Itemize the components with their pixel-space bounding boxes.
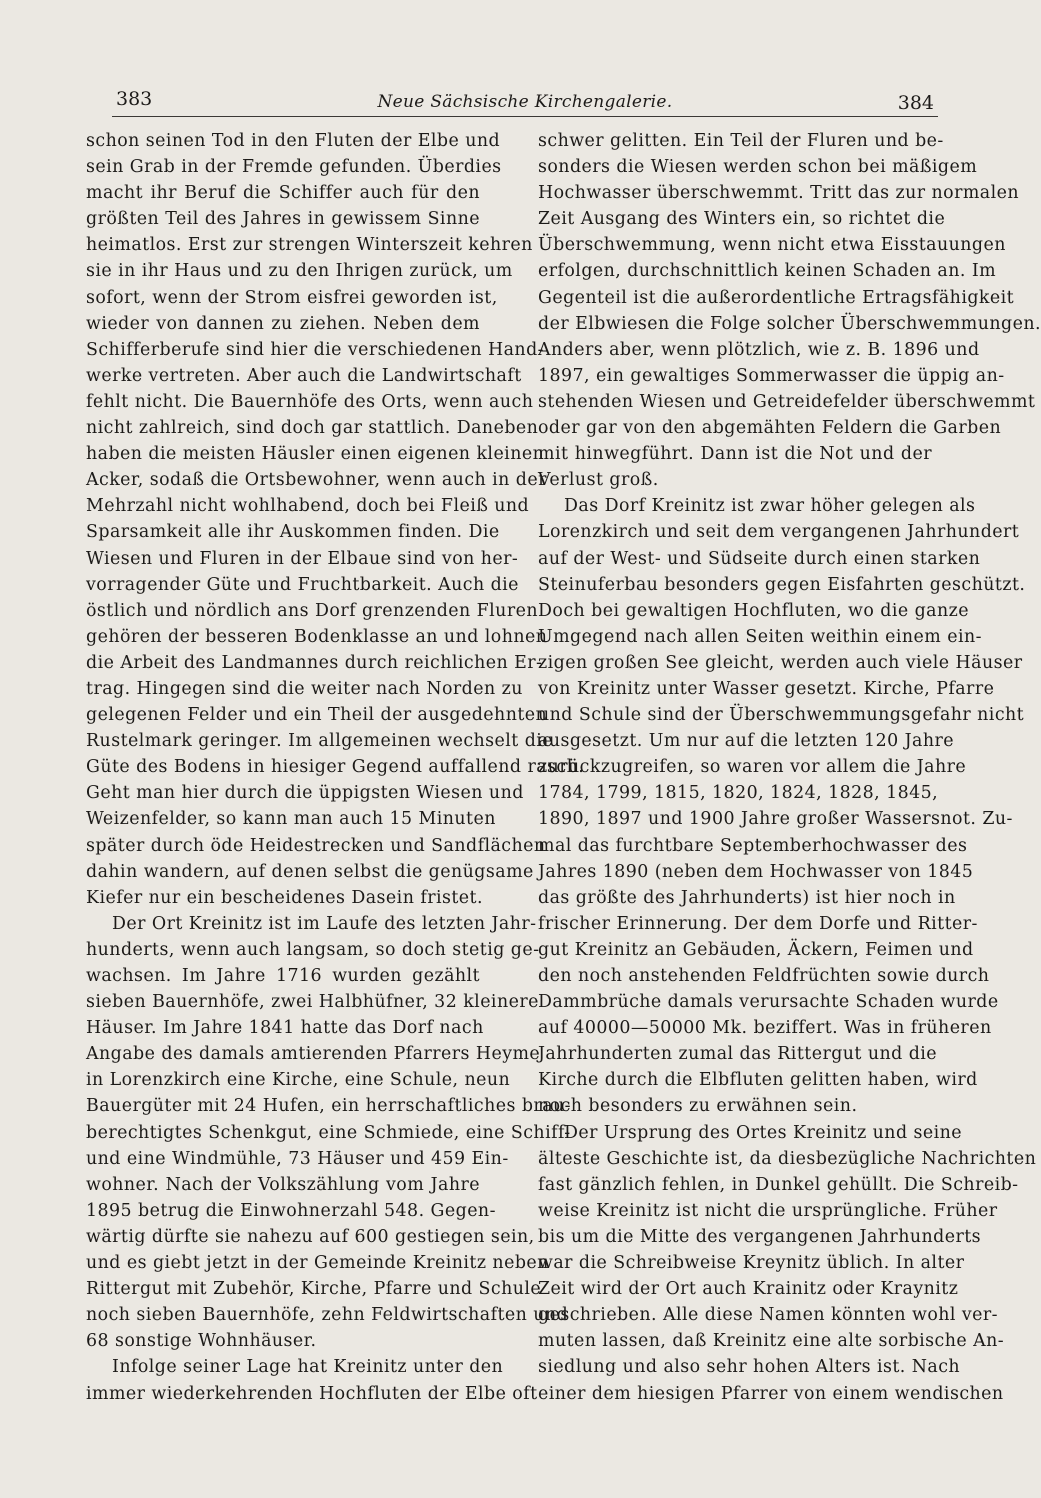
text-line: Schifferberufe sind hier die verschiedenen Hand-: [86, 339, 544, 360]
text-line: sonders die Wiesen werden schon bei mäßigem: [538, 157, 978, 178]
text-line: Zeit Ausgang des Winters ein, so richtet die: [538, 209, 946, 230]
text-line: hunderts, wenn auch langsam, so doch stetig ge-: [86, 939, 540, 960]
text-line: 1897, ein gewaltiges Sommerwasser die üppig an-: [538, 365, 1005, 386]
text-line: einer dem hiesigen Pfarrer von einem wendischen: [538, 1383, 1004, 1404]
page-number-right: 384: [897, 92, 934, 114]
text-line: Überschwemmung, wenn nicht etwa Eisstauungen: [538, 235, 1006, 256]
text-line: Anders aber, wenn plötzlich, wie z. B. 1896 und: [538, 339, 980, 360]
text-line: immer wiederkehrenden Hochfluten der Elbe oft: [86, 1383, 538, 1404]
text-line: Der Ursprung des Ortes Kreinitz und seine: [564, 1122, 963, 1143]
text-line: siedlung und also sehr hohen Alters ist. Nach: [538, 1357, 961, 1378]
text-line: haben die meisten Häusler einen eigenen kleinen: [86, 444, 545, 465]
text-line: Kirche durch die Elbfluten gelitten haben, wird: [538, 1070, 978, 1091]
text-line: Das Dorf Kreinitz ist zwar höher gelegen als: [564, 496, 976, 517]
text-line: Acker, sodaß die Ortsbewohner, wenn auch in der: [86, 470, 547, 491]
text-line: Gegenteil ist die außerordentliche Ertragsfähigkeit: [538, 287, 1015, 308]
text-line: Güte des Bodens in hiesiger Gegend auffallend rasch.: [86, 757, 585, 778]
right-text-column: [538, 128, 1041, 1407]
text-line: auf 40000—50000 Mk. beziffert. Was in früheren: [538, 1018, 992, 1039]
text-line: bis um die Mitte des vergangenen Jahrhunderts: [538, 1226, 982, 1247]
text-line: fast gänzlich fehlen, in Dunkel gehüllt. Die Schreib-: [538, 1174, 1019, 1195]
text-line: und Schule sind der Überschwemmungsgefahr nicht: [538, 705, 1025, 726]
text-line: östlich und nördlich ans Dorf grenzenden Fluren: [86, 600, 538, 621]
text-line: 1895 betrug die Einwohnerzahl 548. Gegen-: [86, 1200, 496, 1221]
text-line: Wiesen und Fluren in der Elbaue sind von her-: [86, 548, 519, 569]
text-line: noch besonders zu erwähnen sein.: [538, 1096, 858, 1117]
text-line: auf der West- und Südseite durch einen starken: [538, 548, 981, 569]
text-line: schwer gelitten. Ein Teil der Fluren und be-: [538, 131, 944, 151]
text-line: Mehrzahl nicht wohlhabend, doch bei Fleiß und: [86, 496, 530, 517]
text-line: werke vertreten. Aber auch die Landwirtschaft: [86, 365, 522, 386]
text-line: Rittergut mit Zubehör, Kirche, Pfarre und Schule: [86, 1279, 542, 1300]
text-line: wachsen. Im Jahre 1716 wurden gezählt: [86, 966, 480, 986]
text-line: Dammbrüche damals verursachte Schaden wurde: [538, 992, 999, 1013]
text-line: wohner. Nach der Volkszählung vom Jahre: [86, 1174, 480, 1195]
text-line: nicht zahlreich, sind doch gar stattlich. Daneben: [86, 418, 539, 439]
text-line: Umgegend nach allen Seiten weithin einem ein-: [538, 626, 982, 647]
page-number-left: 383: [116, 88, 153, 110]
text-line: und es giebt jetzt in der Gemeinde Kreinitz neben: [86, 1253, 549, 1274]
text-line: Hochwasser überschwemmt. Tritt das zur normalen: [538, 183, 1019, 204]
running-title: Neue Sächsische Kirchengalerie.: [377, 92, 673, 112]
text-line: älteste Geschichte ist, da diesbezügliche Nachrichten: [538, 1148, 1037, 1169]
text-line: vorragender Güte und Fruchtbarkeit. Auch die: [86, 574, 519, 595]
text-line: trag. Hingegen sind die weiter nach Norden zu: [86, 678, 523, 699]
text-line: frischer Erinnerung. Der dem Dorfe und Ritter-: [538, 913, 978, 934]
text-line: Jahrhunderten zumal das Rittergut und die: [538, 1044, 938, 1065]
text-line: ausgesetzt. Um nur auf die letzten 120 Jahre: [538, 731, 954, 752]
text-line: Sparsamkeit alle ihr Auskommen finden. Die: [86, 522, 500, 543]
text-line: erfolgen, durchschnittlich keinen Schaden an. Im: [538, 261, 997, 282]
text-line: schon seinen Tod in den Fluten der Elbe und: [86, 131, 501, 151]
running-header: [112, 86, 938, 117]
text-line: mit hinwegführt. Dann ist die Not und der: [538, 444, 932, 465]
text-line: Lorenzkirch und seit dem vergangenen Jahrhundert: [538, 522, 1020, 543]
text-line: Infolge seiner Lage hat Kreinitz unter den: [112, 1357, 504, 1378]
text-line: Geht man hier durch die üppigsten Wiesen und: [86, 783, 524, 804]
text-line: macht ihr Beruf die Schiffer auch für den: [86, 183, 480, 204]
text-line: der Elbwiesen die Folge solcher Überschwemmungen.: [538, 313, 1041, 334]
text-line: Jahres 1890 (neben dem Hochwasser von 1845: [538, 861, 974, 882]
text-line: muten lassen, daß Kreinitz eine alte sorbische An-: [538, 1331, 1005, 1352]
text-line: gut Kreinitz an Gebäuden, Äckern, Feimen und: [538, 939, 974, 960]
text-line: wärtig dürfte sie nahezu auf 600 gestiegen sein,: [86, 1226, 535, 1247]
text-line: Zeit wird der Ort auch Krainitz oder Kraynitz: [538, 1279, 959, 1300]
text-line: sein Grab in der Fremde gefunden. Überdies: [86, 157, 502, 178]
text-line: sieben Bauernhöfe, zwei Halbhüfner, 32 kleinere: [86, 992, 539, 1013]
text-line: Häuser. Im Jahre 1841 hatte das Dorf nach: [86, 1018, 484, 1039]
text-line: Rustelmark geringer. Im allgemeinen wechselt die: [86, 731, 554, 752]
text-line: weise Kreinitz ist nicht die ursprüngliche. Früher: [538, 1200, 998, 1221]
text-line: Weizenfelder, so kann man auch 15 Minuten: [86, 809, 496, 830]
text-line: 1784, 1799, 1815, 1820, 1824, 1828, 1845,: [538, 783, 939, 804]
text-line: die Arbeit des Landmannes durch reichlichen Er-: [86, 652, 543, 673]
text-line: heimatlos. Erst zur strengen Winterszeit kehren: [86, 235, 533, 256]
text-line: sofort, wenn der Strom eisfrei geworden ist,: [86, 287, 498, 308]
text-line: oder gar von den abgemähten Feldern die Garben: [538, 418, 1002, 439]
text-line: zurückzugreifen, so waren vor allem die Jahre: [538, 757, 967, 778]
left-text-column: [86, 128, 585, 1407]
text-line: das größte des Jahrhunderts) ist hier noch in: [538, 887, 956, 908]
text-line: Doch bei gewaltigen Hochfluten, wo die ganze: [538, 600, 970, 621]
text-line: 1890, 1897 und 1900 Jahre großer Wassersnot. Zu-: [538, 809, 1013, 830]
text-line: den noch anstehenden Feldfrüchten sowie durch: [538, 966, 990, 986]
text-line: gelegenen Felder und ein Theil der ausgedehnten: [86, 705, 548, 726]
text-line: größten Teil des Jahres in gewissem Sinne: [86, 209, 480, 230]
text-line: später durch öde Heidestrecken und Sandflächen: [86, 835, 546, 856]
text-line: Der Ort Kreinitz ist im Laufe des letzten Jahr-: [112, 913, 537, 934]
text-line: von Kreinitz unter Wasser gesetzt. Kirche, Pfarre: [538, 678, 995, 699]
text-line: Angabe des damals amtierenden Pfarrers Heyme: [86, 1044, 541, 1065]
text-line: stehenden Wiesen und Getreidefelder überschwemmt: [538, 391, 1036, 412]
text-line: und eine Windmühle, 73 Häuser und 459 Ein-: [86, 1148, 509, 1169]
text-line: zigen großen See gleicht, werden auch viele Häuser: [538, 652, 1023, 673]
text-line: Kiefer nur ein bescheidenes Dasein fristet.: [86, 887, 483, 908]
text-line: geschrieben. Alle diese Namen könnten wohl ver-: [538, 1305, 998, 1326]
text-line: sie in ihr Haus und zu den Ihrigen zurück, um: [86, 261, 513, 282]
text-line: Verlust groß.: [538, 470, 659, 491]
text-line: Bauergüter mit 24 Hufen, ein herrschaftliches brau-: [86, 1096, 571, 1117]
text-line: fehlt nicht. Die Bauernhöfe des Orts, wenn auch: [86, 391, 534, 412]
text-line: noch sieben Bauernhöfe, zehn Feldwirtschaften und: [86, 1305, 569, 1326]
text-line: wieder von dannen zu ziehen. Neben dem: [86, 313, 480, 334]
text-line: 68 sonstige Wohnhäuser.: [86, 1331, 317, 1352]
text-line: war die Schreibweise Kreynitz üblich. In alter: [538, 1253, 965, 1274]
text-line: Steinuferbau besonders gegen Eisfahrten geschützt.: [538, 574, 1026, 595]
text-line: berechtigtes Schenkgut, eine Schmiede, eine Schiff-: [86, 1122, 571, 1143]
text-line: in Lorenzkirch eine Kirche, eine Schule, neun: [86, 1070, 511, 1091]
text-line: gehören der besseren Bodenklasse an und lohnen: [86, 626, 548, 647]
text-line: mal das furchtbare Septemberhochwasser des: [538, 835, 968, 856]
text-line: dahin wandern, auf denen selbst die genügsame: [86, 861, 534, 882]
